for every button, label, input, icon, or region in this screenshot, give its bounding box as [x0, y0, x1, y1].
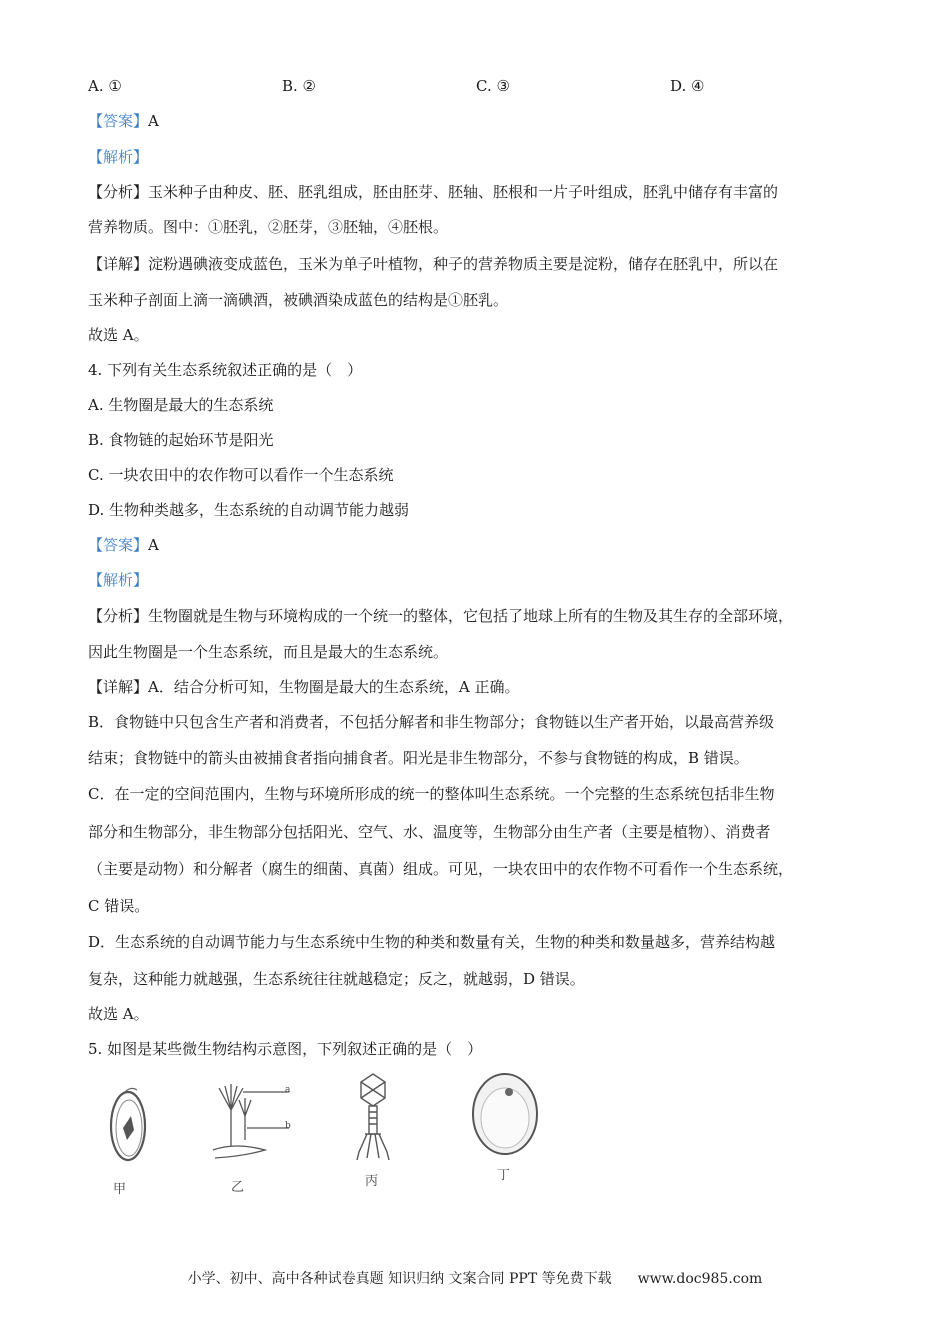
jiexi-tag: 【解析】 [88, 571, 149, 589]
label-yi: 乙 [231, 1180, 245, 1195]
q3-fenxi-line2: 营养物质。图中：①胚乳，②胚芽，③胚轴，④胚根。 [88, 218, 449, 236]
q4-option-a: A. 生物圈是最大的生态系统 [88, 396, 274, 414]
footer-url[interactable]: www.doc985.com [637, 1271, 763, 1287]
pointer-label-a: a [285, 1085, 291, 1095]
q3-option-d: D. ④ [670, 77, 705, 95]
answer-tag: 【答案】 [88, 112, 149, 130]
label-bing: 丙 [365, 1174, 379, 1189]
microbe-yi-drawing [205, 1080, 315, 1170]
q4-c-line2: 部分和生物部分，非生物部分包括阳光、空气、水、温度等，生物部分由生产者（主要是植物）、消费者 [88, 823, 771, 841]
q3-option-c: C. ③ [476, 77, 510, 95]
q4-option-d: D. 生物种类越多，生态系统的自动调节能力越弱 [88, 501, 410, 519]
q3-option-a: A. ① [88, 77, 122, 95]
q3-jiexi [88, 147, 878, 167]
fenxi-tag: 【分析】 [88, 607, 149, 625]
xiangjie-tag: 【详解】 [88, 678, 149, 696]
q4-fenxi-line1 [88, 606, 878, 626]
q4-xiangjie [88, 677, 878, 697]
answer-tag: 【答案】 [88, 536, 149, 554]
fenxi-text: 玉米种子由种皮、胚、胚乳组成，胚由胚芽、胚轴、胚根和一片子叶组成，胚乳中储存有丰富的 [148, 183, 779, 201]
q4-option-c: C. 一块农田中的农作物可以看作一个生态系统 [88, 466, 394, 484]
q4-fenxi-line2: 因此生物圈是一个生态系统，而且是最大的生态系统。 [88, 643, 449, 661]
q4-b-line1: B．食物链中只包含生产者和消费者，不包括分解者和非生物部分；食物链以生产者开始，以最高营养级 [88, 713, 775, 731]
fenxi-tag: 【分析】 [88, 183, 149, 201]
xiangjie-text: 淀粉遇碘液变成蓝色，玉米为单子叶植物，种子的营养物质主要是淀粉，储存在胚乳中，所以在 [148, 255, 779, 273]
q4-b-line2: 结束；食物链中的箭头由被捕食者指向捕食者。阳光是非生物部分，不参与食物链的构成，B 错误。 [88, 749, 749, 767]
q4-select: 故选 A。 [88, 1005, 149, 1023]
q3-fenxi-line1 [88, 182, 878, 202]
page-footer [0, 1268, 950, 1288]
q3-select: 故选 A。 [88, 326, 149, 344]
q4-c-line3: （主要是动物）和分解者（腐生的细菌、真菌）组成。可见，一块农田中的农作物不可看作一个生态系统， [88, 860, 794, 878]
microbe-jia-drawing [103, 1084, 153, 1166]
q4-stem: 4. 下列有关生态系统叙述正确的是（ ） [88, 361, 363, 379]
q3-xiangjie-line2: 玉米种子剖面上滴一滴碘酒，被碘酒染成蓝色的结构是①胚乳。 [88, 291, 509, 309]
jiexi-tag: 【解析】 [88, 148, 149, 166]
microbe-bing-drawing [353, 1072, 393, 1164]
q4-answer [88, 535, 878, 555]
label-ding: 丁 [497, 1168, 511, 1183]
microbe-ding-drawing [469, 1070, 541, 1160]
q5-stem: 5. 如图是某些微生物结构示意图，下列叙述正确的是（ ） [88, 1040, 483, 1058]
xiangjie-text: A．结合分析可知，生物圈是最大的生态系统，A 正确。 [148, 678, 520, 696]
answer-value: A [148, 112, 159, 130]
label-jia: 甲 [113, 1182, 127, 1197]
q4-jiexi [88, 570, 878, 590]
q3-xiangjie-line1 [88, 254, 878, 274]
q4-option-b: B. 食物链的起始环节是阳光 [88, 431, 274, 449]
q4-d-line2: 复杂，这种能力就越强，生态系统往往就越稳定；反之，就越弱，D 错误。 [88, 970, 585, 988]
q4-c-line4: C 错误。 [88, 897, 150, 915]
pointer-label-b: b [285, 1121, 291, 1131]
q4-d-line1: D．生态系统的自动调节能力与生态系统中生物的种类和数量有关，生物的种类和数量越多，营养结构越 [88, 933, 776, 951]
q4-c-line1: C．在一定的空间范围内，生物与环境所形成的统一的整体叫生态系统。一个完整的生态系统包括非生物 [88, 785, 775, 803]
xiangjie-tag: 【详解】 [88, 255, 149, 273]
microbe-figure [95, 1068, 575, 1198]
q3-option-b: B. ② [282, 77, 317, 95]
footer-text: 小学、初中、高中各种试卷真题 知识归纳 文案合同 PPT 等免费下载 [187, 1271, 612, 1287]
fenxi-text: 生物圈就是生物与环境构成的一个统一的整体，它包括了地球上所有的生物及其生存的全部环境， [148, 607, 794, 625]
q3-answer [88, 111, 878, 131]
answer-value: A [148, 536, 159, 554]
